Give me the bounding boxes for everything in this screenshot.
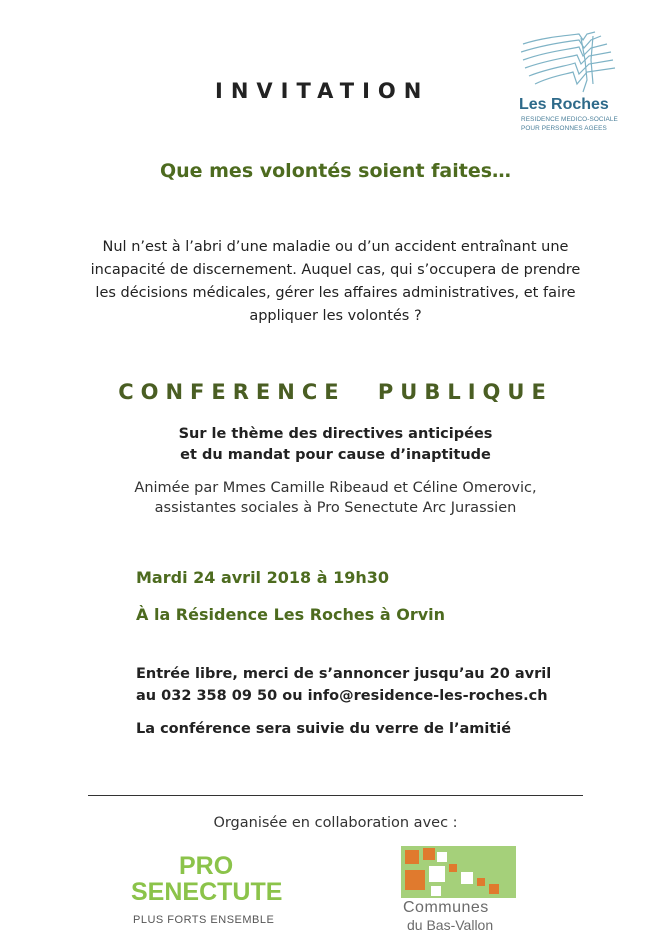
speakers-line-1: Animée par Mmes Camille Ribeaud et Céline Omerovic, [134,480,537,496]
mountain-lines-icon [521,30,617,96]
followed-by-note: La conférence sera suivie du verre de l’amitié [136,721,512,737]
theme-line-2: et du mandat pour cause d’inaptitude [180,447,491,463]
les-roches-logo [517,30,627,140]
speakers [0,478,671,518]
subtitle-heading: Que mes volontés soient faites… [159,160,512,182]
conference-title: CONFERENCE PUBLIQUE [118,380,553,404]
les-roches-name: Les Roches [519,96,609,113]
pro-senectute-word-1: PRO [179,852,234,880]
event-date: Mardi 24 avril 2018 à 19h30 [136,568,389,587]
conference-theme [0,424,671,466]
invitation-title: INVITATION [215,79,430,103]
bas-vallon-line-2: du Bas-Vallon [407,917,494,933]
pro-senectute-logo [131,852,291,932]
entry-info [136,663,551,707]
pro-senectute-tagline: PLUS FORTS ENSEMBLE [133,914,275,926]
bas-vallon-line-1: Communes [403,899,489,916]
squares-mosaic-icon [401,846,516,898]
event-location: À la Résidence Les Roches à Orvin [136,605,446,624]
intro-paragraph: Nul n’est à l’abri d’une maladie ou d’un accident entraînant une incapacité de discernement. Auquel cas, qui s’occupera de prendre les décisions médicales, gérer les affaires administratives, et faire appliquer les volontés ? [90,239,581,324]
les-roches-subtitle-2: POUR PERSONNES AGEES [521,125,607,132]
pro-senectute-word-2: SENECTUTE [131,878,283,906]
les-roches-subtitle-1: RESIDENCE MEDICO-SOCIALE [521,116,618,123]
divider [88,795,583,796]
entry-line-1: Entrée libre, merci de s’annoncer jusqu’au 20 avril [136,666,552,682]
entry-line-2: au 032 358 09 50 ou info@residence-les-roches.ch [136,688,548,704]
theme-line-1: Sur le thème des directives anticipées [178,426,493,442]
organised-by: Organisée en collaboration avec : [213,815,458,831]
bas-vallon-logo [401,846,521,942]
speakers-line-2: assistantes sociales à Pro Senectute Arc Jurassien [154,500,517,516]
